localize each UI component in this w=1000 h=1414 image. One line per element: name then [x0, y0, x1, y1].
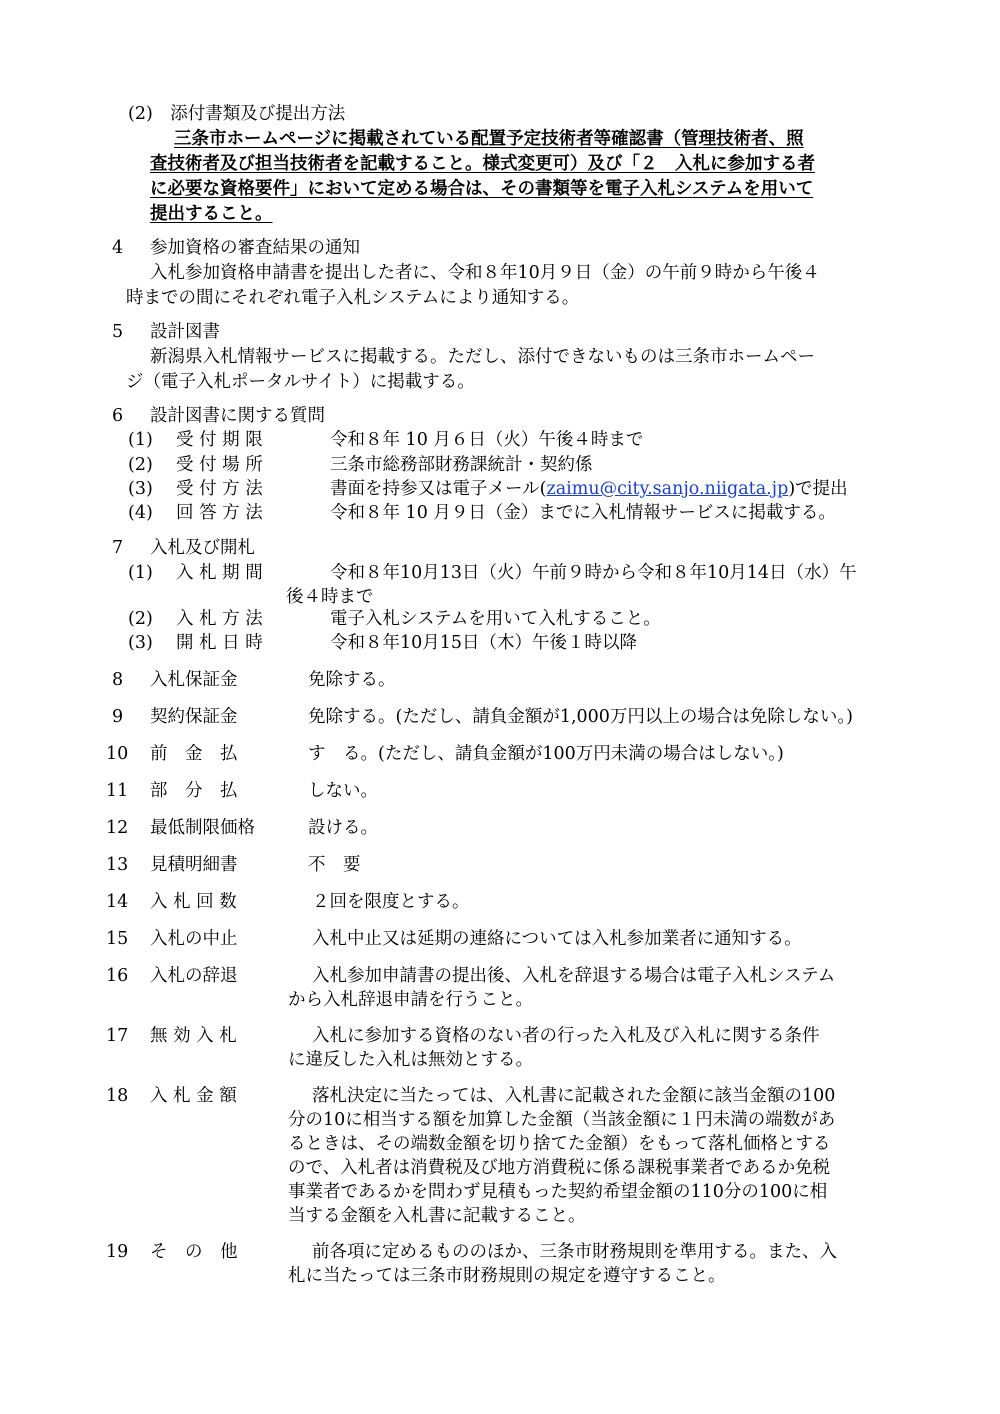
section-7-item-number: (1): [128, 563, 153, 583]
row-8-label: 入札保証金: [150, 670, 238, 690]
row-13-label: 見積明細書: [150, 855, 238, 875]
row-9-label: 契約保証金: [150, 707, 238, 727]
section-5-number: 5: [112, 322, 124, 342]
section-6-item-value: 令和８年 10 月９日（金）までに入札情報サービスに掲載する。: [330, 503, 836, 523]
section-2-line: 提出すること。: [150, 204, 273, 224]
section-4-title: 参加資格の審査結果の通知: [150, 238, 360, 258]
row-14-label: 入 札 回 数: [150, 892, 237, 912]
row-18-number: 18: [106, 1086, 129, 1106]
row-11-value: しない。: [308, 781, 378, 801]
section-5-line: 新潟県入札情報サービスに掲載する。ただし、添付できないものは三条市ホームペー: [150, 347, 815, 367]
row-16-number: 16: [106, 966, 129, 986]
row-18-value: 当する金額を入札書に記載すること。: [288, 1206, 586, 1226]
section-7-item-value-continued: 後４時まで: [286, 587, 374, 607]
email-suffix-text: )で提出: [788, 479, 848, 499]
row-12-value: 設ける。: [308, 818, 378, 838]
section-7-title: 入札及び開札: [150, 538, 255, 558]
row-18-value: ので、入札者は消費税及び地方消費税に係る課税事業者であるか免税: [288, 1158, 831, 1178]
row-17-value: 入札に参加する資格のない者の行った入札及び入札に関する条件: [312, 1026, 820, 1046]
section-6-item-value: 令和８年 10 月６日（火）午後４時まで: [330, 430, 644, 450]
row-12-number: 12: [106, 818, 129, 838]
section-7-item-value: 令和８年10月13日（火）午前９時から令和８年10月14日（水）午: [330, 563, 857, 583]
row-18-value: 事業者であるかを問わず見積もった契約希望金額の110分の100に相: [288, 1182, 828, 1202]
section-6-item-number: (3): [128, 479, 153, 499]
row-19-number: 19: [106, 1242, 129, 1262]
row-13-number: 13: [106, 855, 129, 875]
row-10-number: 10: [106, 744, 129, 764]
row-18-value: るときは、その端数金額を切り捨てた金額）をもって落札価格とする: [288, 1134, 831, 1154]
section-7-item-label: 入 札 方 法: [176, 609, 263, 629]
section-7-item-number: (3): [128, 633, 153, 653]
section-7-item-label: 入 札 期 間: [176, 563, 263, 583]
section-7-item-value: 令和８年10月15日（木）午後１時以降: [330, 633, 638, 653]
row-13-value: 不 要: [308, 855, 361, 875]
row-17-value: に違反した入札は無効とする。: [288, 1050, 533, 1070]
row-9-number: 9: [112, 707, 124, 727]
section-5-line: ジ（電子入札ポータルサイト）に掲載する。: [126, 372, 475, 392]
section-6-item-label: 受 付 場 所: [176, 455, 263, 475]
row-12-label: 最低制限価格: [150, 818, 255, 838]
row-10-label: 前 金 払: [150, 744, 238, 764]
section-2-heading: (2) 添付書類及び提出方法: [128, 104, 346, 124]
row-18-label: 入 札 金 額: [150, 1086, 237, 1106]
row-15-value: 入札中止又は延期の連絡については入札参加業者に通知する。: [312, 929, 802, 949]
row-15-label: 入札の中止: [150, 929, 238, 949]
section-4-number: 4: [112, 238, 124, 258]
section-7-item-value: 電子入札システムを用いて入札すること。: [330, 609, 661, 629]
row-19-label: そ の 他: [150, 1242, 238, 1262]
section-7-item-label: 開 札 日 時: [176, 633, 263, 653]
row-18-value: 落札決定に当たっては、入札書に記載された金額に該当金額の100: [312, 1086, 836, 1106]
email-link[interactable]: zaimu@city.sanjo.niigata.jp: [546, 479, 789, 499]
row-8-number: 8: [112, 670, 124, 690]
row-19-value: 前各項に定めるもののほか、三条市財務規則を準用する。また、入: [312, 1242, 837, 1262]
row-16-value: 入札参加申請書の提出後、入札を辞退する場合は電子入札システム: [312, 966, 836, 986]
section-2-line: に必要な資格要件」において定める場合は、その書類等を電子入札システムを用いて: [150, 179, 814, 199]
section-6-item-number: (4): [128, 503, 153, 523]
section-6-item-number: (1): [128, 430, 153, 450]
section-6-number: 6: [112, 406, 124, 426]
row-19-value: 札に当たっては三条市財務規則の規定を遵守すること。: [288, 1266, 726, 1286]
row-17-number: 17: [106, 1026, 129, 1046]
section-6-item-value: 三条市総務部財務課統計・契約係: [330, 455, 593, 475]
row-18-value: 分の10に相当する額を加算した金額（当該金額に１円未満の端数があ: [288, 1110, 836, 1130]
row-9-value: 免除する。(ただし、請負金額が1,000万円以上の場合は免除しない。): [308, 707, 854, 727]
section-6-item-label: 回 答 方 法: [176, 503, 263, 523]
section-4-line: 時までの間にそれぞれ電子入札システムにより通知する。: [126, 288, 580, 308]
row-11-label: 部 分 払: [150, 781, 238, 801]
row-10-value: す る。(ただし、請負金額が100万円未満の場合はしない。): [308, 744, 784, 764]
section-7-number: 7: [112, 538, 124, 558]
row-15-number: 15: [106, 929, 129, 949]
row-16-value: から入札辞退申請を行うこと。: [288, 990, 533, 1010]
section-6-item-number: (2): [128, 455, 153, 475]
section-6-item-label: 受 付 方 法: [176, 479, 263, 499]
row-14-value: ２回を限度とする。: [312, 892, 470, 912]
section-2-line: 査技術者及び担当技術者を記載すること。様式変更可）及び「２ 入札に参加する者: [150, 154, 815, 174]
section-2-line: 三条市ホームページに掲載されている配置予定技術者等確認書（管理技術者、照: [174, 129, 804, 149]
row-8-value: 免除する。: [308, 670, 396, 690]
section-6-title: 設計図書に関する質問: [150, 406, 325, 426]
row-11-number: 11: [106, 781, 129, 801]
section-6-item-value: [330, 477, 848, 501]
section-7-item-number: (2): [128, 609, 153, 629]
email-prefix-text: 書面を持参又は電子メール(: [330, 479, 547, 499]
section-5-title: 設計図書: [150, 322, 220, 342]
row-17-label: 無 効 入 札: [150, 1026, 237, 1046]
row-14-number: 14: [106, 892, 129, 912]
section-4-line: 入札参加資格申請書を提出した者に、令和８年10月９日（金）の午前９時から午後４: [150, 263, 820, 283]
section-6-item-label: 受 付 期 限: [176, 430, 263, 450]
row-16-label: 入札の辞退: [150, 966, 238, 986]
